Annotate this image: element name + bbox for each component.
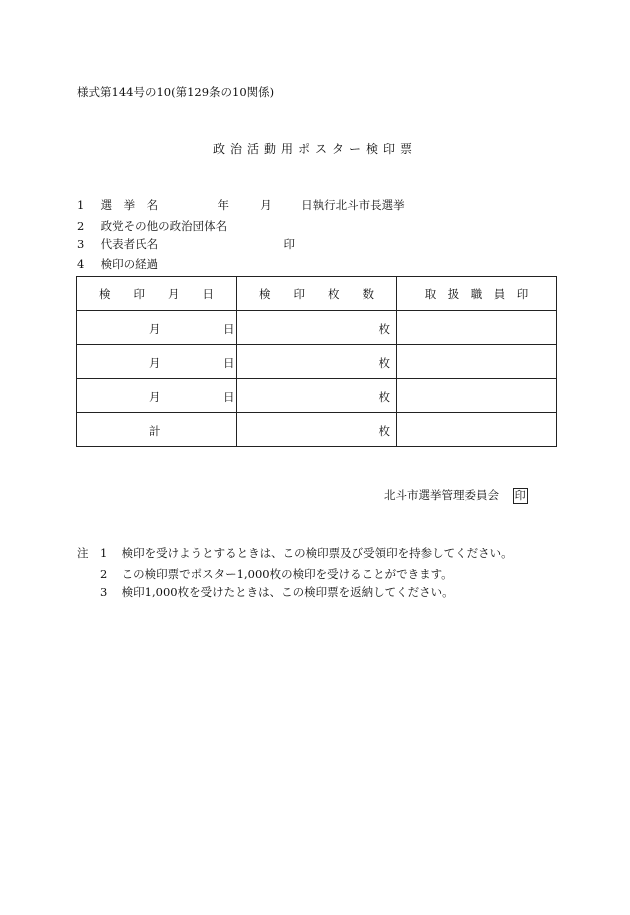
count-unit: 枚 — [378, 322, 390, 336]
day-label: 日 — [223, 356, 235, 370]
note-number: 1 — [100, 546, 108, 560]
item-number: 2 — [77, 219, 85, 233]
seal-mark: 印 — [283, 237, 295, 251]
note-number: 3 — [100, 585, 108, 599]
seal-cell — [397, 345, 557, 379]
table-row — [77, 345, 557, 379]
item-label: 代表者氏名 — [100, 237, 159, 251]
item-party-name — [77, 218, 227, 234]
official-seal-mark: 印 — [514, 489, 526, 502]
issuer-name: 北斗市選挙管理委員会 — [384, 488, 499, 502]
header-stamp-count: 検 印 枚 数 — [237, 277, 397, 311]
note-item — [100, 566, 453, 582]
count-cell — [237, 379, 397, 413]
month-label: 月 — [149, 356, 161, 370]
header-official-seal: 取 扱 職 員 印 — [397, 277, 557, 311]
note-text: 検印を受けようとするときは、この検印票及び受領印を持参してください。 — [121, 546, 513, 560]
note-item — [100, 584, 454, 600]
election-description: 日執行北斗市長選挙 — [301, 198, 405, 212]
table-row — [77, 379, 557, 413]
month-label: 月 — [260, 198, 272, 212]
item-representative — [77, 236, 295, 252]
item-label: 選 挙 名 — [100, 198, 159, 212]
table-header-row — [77, 277, 557, 311]
item-label: 政党その他の政治団体名 — [100, 219, 228, 233]
note-text: この検印票でポスター1,000枚の検印を受けることができます。 — [121, 567, 453, 581]
date-cell — [77, 379, 237, 413]
header-stamp-date: 検 印 月 日 — [77, 277, 237, 311]
year-label: 年 — [217, 198, 229, 212]
document-title: 政治活動用ポスター検印票 — [212, 142, 417, 156]
item-number: 3 — [77, 237, 85, 251]
table-total-row — [77, 413, 557, 447]
count-cell — [237, 311, 397, 345]
day-label: 日 — [223, 322, 235, 336]
total-label-cell — [77, 413, 237, 447]
table-row — [77, 311, 557, 345]
note-number: 2 — [100, 567, 108, 581]
count-unit: 枚 — [378, 356, 390, 370]
day-label: 日 — [223, 390, 235, 404]
date-cell — [77, 345, 237, 379]
item-number: 4 — [77, 257, 85, 271]
count-unit: 枚 — [378, 390, 390, 404]
item-election-name — [77, 197, 405, 213]
month-label: 月 — [149, 322, 161, 336]
item-label: 検印の経過 — [100, 257, 159, 271]
count-cell — [237, 345, 397, 379]
count-unit: 枚 — [378, 424, 390, 438]
stamp-log-table — [76, 276, 557, 447]
item-number: 1 — [77, 198, 85, 212]
seal-cell — [397, 413, 557, 447]
date-cell — [77, 311, 237, 345]
seal-cell — [397, 379, 557, 413]
note-text: 検印1,000枚を受けたときは、この検印票を返納してください。 — [121, 585, 454, 599]
month-label: 月 — [149, 390, 161, 404]
total-label: 計 — [149, 424, 161, 438]
total-count-cell — [237, 413, 397, 447]
issuer-line — [384, 487, 528, 504]
form-number: 様式第144号の10(第129条の10関係) — [77, 85, 275, 99]
seal-cell — [397, 311, 557, 345]
notes-label: 注 — [77, 546, 89, 560]
note-item — [100, 545, 513, 561]
item-stamp-history — [77, 256, 158, 272]
